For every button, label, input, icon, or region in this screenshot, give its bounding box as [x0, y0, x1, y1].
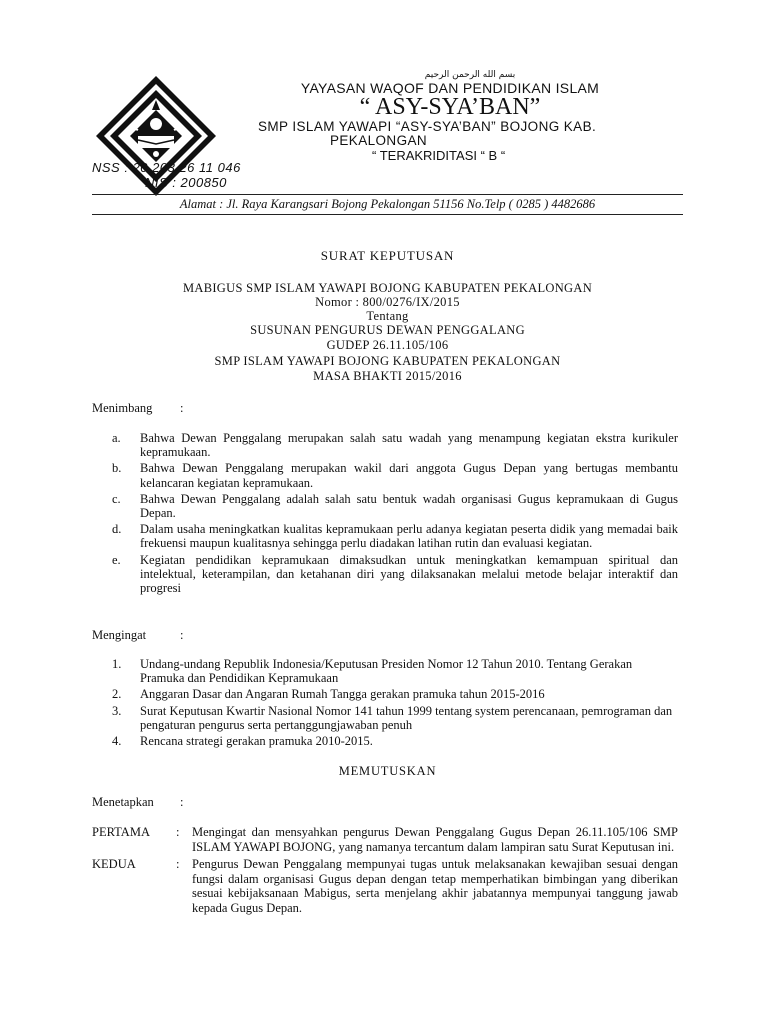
- decision-colon: :: [176, 825, 180, 839]
- header-divider-bottom: [92, 214, 683, 215]
- list-item: [112, 687, 678, 701]
- decision-item: [92, 825, 678, 854]
- decision-colon: :: [176, 857, 180, 871]
- list-item: [112, 657, 678, 685]
- list-item-text: Dalam usaha meningkatkan kualitas kepramukaan perlu adanya kegiatan peserta didik yang memadai baik frekuensi maupun kualitasnya sehingga perlu diadakan latihan rutin dan evaluasi kegiatan.: [140, 522, 678, 551]
- menimbang-colon: :: [180, 401, 184, 415]
- list-item: [112, 431, 678, 459]
- document-title: SURAT KEPUTUSAN: [320, 248, 455, 263]
- foundation-name: YAYASAN WAQOF DAN PENDIDIKAN ISLAM: [300, 80, 600, 96]
- list-marker: c.: [112, 491, 121, 506]
- menimbang-label-text: Menimbang: [92, 401, 153, 415]
- list-item-text: Bahwa Dewan Penggalang adalah salah satu bentuk wadah organisasi Gugus kepramukaan di Gugus Depan.: [140, 491, 678, 521]
- menetapkan-label: [92, 795, 184, 810]
- list-item-text: Bahwa Dewan Penggalang merupakan salah satu wadah yang menampung kegiatan ekstra kurikuler kepramukaan.: [140, 431, 678, 460]
- heading-school: SMP ISLAM YAWAPI BOJONG KABUPATEN PEKALONGAN: [214, 354, 561, 368]
- menetapkan-label-text: Menetapkan: [92, 795, 154, 809]
- list-item: [112, 492, 678, 520]
- list-marker: b.: [112, 461, 122, 476]
- list-item-text: Anggaran Dasar dan Angaran Rumah Tangga gerakan pramuka tahun 2015-2016: [140, 687, 545, 702]
- menimbang-list: [112, 431, 678, 595]
- school-name-line2: PEKALONGAN: [330, 133, 428, 148]
- mengingat-colon: :: [180, 628, 184, 642]
- list-marker: a.: [112, 431, 121, 445]
- heading-gudep: GUDEP 26.11.105/106: [326, 338, 449, 352]
- list-item: [112, 704, 678, 732]
- accreditation: “ TERAKRIDITASI “ B “: [372, 148, 506, 163]
- mengingat-list: [112, 657, 678, 748]
- heading-subject: SUSUNAN PENGURUS DEWAN PENGGALANG: [250, 323, 525, 337]
- arabic-basmalah: بسم الله الرحمن الرحيم: [424, 70, 516, 80]
- heading-number: Nomor : 800/0276/IX/2015: [315, 295, 460, 309]
- decision-label: KEDUA: [92, 857, 136, 871]
- decision-item: [92, 857, 678, 915]
- list-item-text: Undang-undang Republik Indonesia/Keputusan Presiden Nomor 12 Tahun 2010. Tentang Gerakan Pramuka dan Pendidikan Kepramukaan: [140, 657, 633, 686]
- heading-period: MASA BHAKTI 2015/2016: [313, 369, 462, 383]
- decision-label: PERTAMA: [92, 825, 150, 839]
- list-item: [112, 522, 678, 550]
- list-marker: 2.: [112, 687, 122, 702]
- memutuskan-heading: MEMUTUSKAN: [338, 764, 437, 778]
- header-divider-top: [92, 194, 683, 195]
- heading-tentang: Tentang: [366, 309, 409, 323]
- menimbang-label: [92, 401, 184, 416]
- list-item-text: Bahwa Dewan Penggalang merupakan wakil dari anggota Gugus Depan yang bertugas membantu kelancaran kegiatan kepramukaan.: [140, 461, 678, 490]
- brand-name: “ ASY-SYA’BAN”: [359, 94, 541, 120]
- list-marker: 4.: [112, 734, 122, 749]
- school-name-line1: SMP ISLAM YAWAPI “ASY-SYA’BAN” BOJONG KAB.: [258, 119, 597, 134]
- nss-number: NSS : 20 203 26 11 046: [92, 160, 241, 175]
- list-marker: e.: [112, 552, 121, 567]
- heading-line1: MABIGUS SMP ISLAM YAWAPI BOJONG KABUPATEN PEKALONGAN: [182, 281, 593, 295]
- list-item: [112, 461, 678, 489]
- list-marker: 3.: [112, 703, 122, 718]
- list-item-text: Surat Keputusan Kwartir Nasional Nomor 141 tahun 1999 tentang system perencanaan, pemrograman dan pengaturan pengurus serta pertanggungjawaban penuh: [140, 703, 673, 732]
- decision-text: Mengingat dan mensyahkan pengurus Dewan Penggalang Gugus Depan 26.11.105/106 SMP ISLAM YAWAPI BOJONG, yang namanya tercantum dalam lampiran satu Surat Keputusan ini.: [192, 825, 678, 854]
- list-item-text: Rencana strategi gerakan pramuka 2010-2015.: [140, 734, 373, 749]
- list-marker: d.: [112, 522, 122, 537]
- menetapkan-colon: :: [180, 795, 184, 809]
- list-item: [112, 734, 678, 748]
- nis-number: NIS : 200850: [145, 175, 227, 190]
- mengingat-label: [92, 628, 184, 643]
- school-address: Alamat : Jl. Raya Karangsari Bojong Pekalongan 51156 No.Telp ( 0285 ) 4482686: [179, 197, 596, 211]
- list-item-text: Kegiatan pendidikan kepramukaan dimaksudkan untuk meningkatkan kemampuan spiritual dan intelektual, keterampilan, dan ketahanan diri yang dilaksanakan melalui metode belajar interaktif dan progresi: [140, 552, 678, 596]
- decision-text: Pengurus Dewan Penggalang mempunyai tugas untuk melaksanakan kewajiban sesuai dengan fungsi dalam organisasi Gugus depan dengan tetap memperhatikan bimbingan yang diberikan sesuai kebijaksanaan Mabigus, serta menjelang akhir jabatannya mempunyai tanggung jawab kepada Gugus Depan.: [192, 857, 678, 915]
- list-marker: 1.: [112, 657, 122, 671]
- decisions: [92, 825, 678, 915]
- mengingat-label-text: Mengingat: [92, 628, 147, 642]
- list-item: [112, 553, 678, 596]
